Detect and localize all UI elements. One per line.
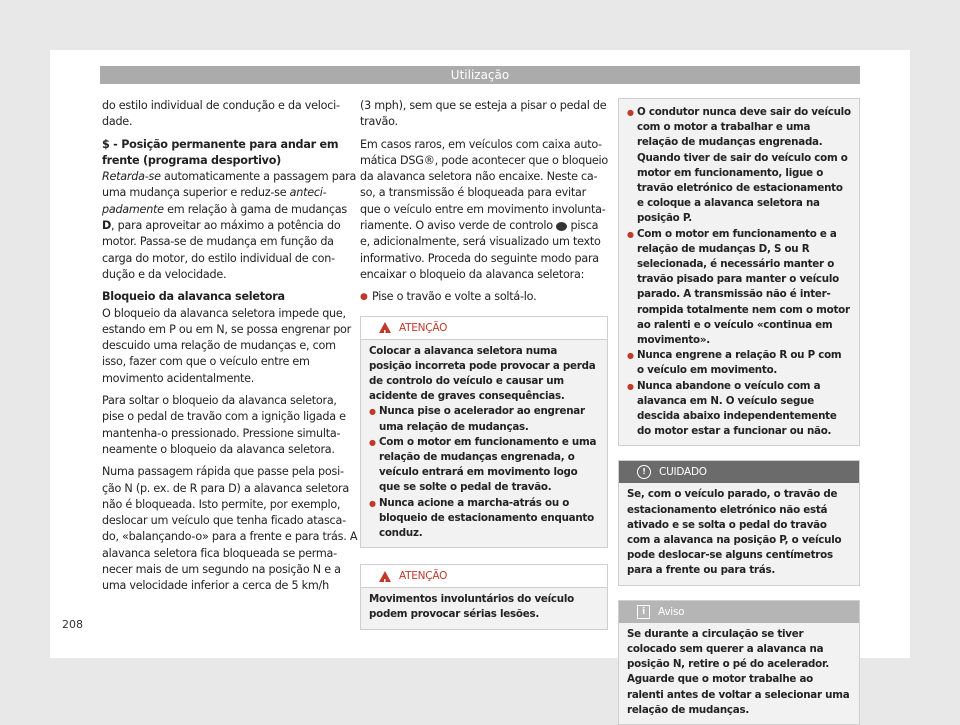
info-icon: i: [637, 605, 650, 619]
heading-selector-lock: Bloqueio da alavanca seletora: [102, 290, 285, 304]
list-item: ● Pise o travão e volte a soltá-lo.: [360, 289, 608, 305]
note-title: Aviso: [658, 605, 685, 618]
column-1: [102, 98, 358, 601]
note-box: [618, 600, 860, 725]
list-item: ● Nunca acione a marcha-atrás ou o bloqueio de estacionamento enquanto conduz.: [369, 496, 599, 542]
caution-box: [618, 460, 860, 585]
paragraph: (3 mph), sem que se esteja a pisar o pedal de travão.: [360, 99, 607, 129]
list-item: ● O condutor nunca deve sair do veículo com o motor a trabalhar e uma relação de mudanças engrenada. Quando tiver de sair do veículo com o motor em funcionamento, ligue o travão eletrónico de estacionamento e coloque a alavanca seletora na posição P.: [627, 105, 851, 227]
list-item: ● Com o motor em funcionamento e uma relação de mudanças engrenada, o veículo entrará em movimento logo que se solte o pedal de travão.: [369, 435, 599, 496]
list-item: ● Nunca pise o acelerador ao engrenar uma relação de mudanças.: [369, 404, 599, 434]
warning-box: [360, 316, 608, 549]
column-2: [360, 98, 608, 630]
list-item: ● Nunca engrene a relação R ou P com o veículo em movimento.: [627, 348, 851, 378]
warning-title: ATENÇÃO: [399, 321, 448, 334]
caution-title: CUIDADO: [659, 466, 707, 479]
paragraph: O bloqueio da alavanca seletora impede que, estando em P ou em N, se possa engrenar por descuido uma relação de mudanças e, com isso, fazer com que o veículo entre em movimento acidentalmente.: [102, 306, 351, 385]
control-lamp-icon: [556, 222, 567, 231]
list-item: ● Com o motor em funcionamento e a relação de mudanças D, S ou R selecionada, é necessário manter o travão pisado para manter o veículo parado. A transmissão não é interrompida totalmente nem com o motor ao ralenti e o veículo «continua em movimento».: [627, 227, 851, 349]
warning-box: [360, 564, 608, 629]
warning-text: Colocar a alavanca seletora numa posição incorreta pode provocar a perda de controlo do veículo e causar um acidente de graves consequências.: [369, 344, 596, 403]
warning-text: Movimentos involuntários do veículo podem provocar sérias lesões.: [369, 593, 574, 621]
caution-icon: !: [637, 465, 651, 479]
section-header: Utilização: [100, 66, 860, 84]
paragraph: do estilo individual de condução e da velocidade.: [102, 99, 341, 129]
paragraph: Em casos raros, em veículos com caixa automática DSG®, pode acontecer que o bloqueio da alavanca seletora não encaixe. Neste caso, a transmissão é bloqueada para evitar que o veículo entre em movimento involuntariamente. O aviso verde de controlo pisca e, adicionalmente, será visualizado um texto informativo. Proceda do seguinte modo para encaixar o bloqueio da alavanca seletora:: [360, 137, 608, 281]
warning-triangle-icon: [379, 571, 391, 582]
warning-title: ATENÇÃO: [399, 570, 448, 583]
note-text: Se durante a circulação se tiver colocado sem querer a alavanca na posição N, retire o pé do acelerador. Aguarde que o motor trabalhe ao ralenti antes de voltar a selecionar uma relação de mudanças.: [627, 627, 850, 716]
paragraph: Numa passagem rápida que passe pela posição N (p. ex. de R para D) a alavanca seletora não é bloqueada. Isto permite, por exemplo, deslocar um veículo que tenha ficado atascado, «balançando-o» para a frente e para trás. A alavanca seletora fica bloqueada se permanecer mais de um segundo na posição N e a uma velocidade inferior a cerca de 5 km/h: [102, 465, 358, 593]
warning-triangle-icon: [379, 322, 391, 333]
column-3: [618, 98, 860, 725]
list-item: ● Nunca abandone o veículo com a alavanca em N. O veículo segue descida abaixo independentemente do motor estar a funcionar ou não.: [627, 379, 851, 440]
page-number: 208: [62, 618, 83, 631]
paragraph: Para soltar o bloqueio da alavanca seletora, pise o pedal de travão com a ignição ligada e mantenha-o pressionado. Pressione simultaneamente o bloqueio da alavanca seletora.: [102, 394, 346, 456]
warning-continuation-box: [618, 98, 860, 446]
caution-text: Se, com o veículo parado, o travão de estacionamento eletrónico não está ativado e se solta o pedal do travão com a alavanca na posição P, o veículo pode deslocar-se alguns centímetros para a frente ou para trás.: [627, 488, 842, 577]
heading-sport-program: $ - Posição permanente para andar em frente (programa desportivo): [102, 137, 339, 167]
paragraph: Retarda-se automaticamente a passagem para uma mudança superior e reduz-se antecipadamente em relação à gama de mudanças D, para aproveitar ao máximo a potência do motor. Passa-se de mudança em função da carga do motor, do estilo individual de condução e da velocidade.: [102, 170, 357, 281]
